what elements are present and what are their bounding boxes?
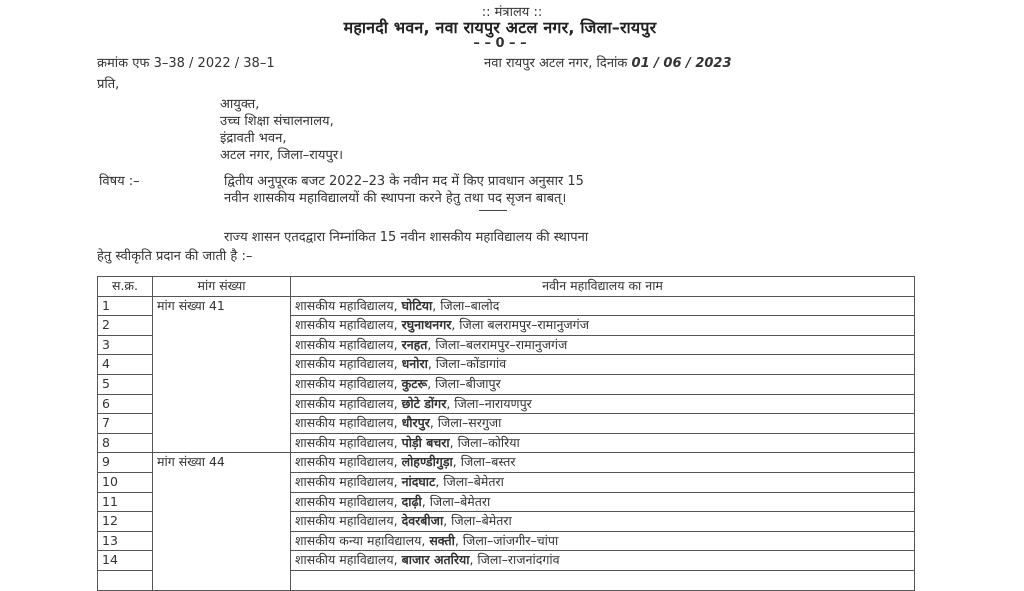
college-type: शासकीय महाविद्यालय,: [295, 395, 398, 411]
recipient-line: उच्च शिक्षा संचालनालय,: [220, 114, 334, 129]
header-serial: स.क्र.: [98, 277, 153, 297]
college-type: शासकीय महाविद्यालय,: [295, 356, 398, 372]
reference-number: क्रमांक एफ 3–38 / 2022 / 38–1: [97, 56, 275, 71]
college-type: शासकीय महाविद्यालय,: [295, 336, 398, 352]
serial-number: 2: [98, 316, 153, 336]
serial-number: 8: [98, 433, 153, 453]
college-name: [291, 551, 915, 571]
table-header-row: [98, 277, 915, 297]
college-district: , जिला–सरगुजा: [429, 415, 502, 431]
subject-line: द्वितीय अनुपूरक बजट 2022–23 के नवीन मद में किए प्रावधान अनुसार 15: [224, 174, 584, 189]
college-type: शासकीय महाविद्यालय,: [295, 375, 398, 391]
college-type: शासकीय महाविद्यालय,: [295, 297, 398, 313]
college-place: नांदघाट: [401, 473, 436, 489]
college-name: [291, 453, 915, 473]
letterhead-office: :: मंत्रालय ::: [481, 5, 543, 20]
college-district: , जिला–बेमेतरा: [421, 493, 491, 509]
college-district: , जिला–बलरामपुर–रामानुजगंज: [427, 336, 568, 352]
college-type: शासकीय कन्या महाविद्यालय,: [295, 532, 426, 548]
college-place: सक्ती: [429, 532, 455, 548]
letter-date: 01 / 06 / 2023: [631, 56, 732, 71]
college-place: पोड़ी बचरा: [401, 434, 450, 450]
college-place: रनहत: [401, 336, 428, 352]
college-district: , जिला–जांजगीर–चांपा: [454, 532, 559, 548]
college-district: , जिला–कोंडागांव: [427, 356, 507, 372]
body-line-2: हेतु स्वीकृति प्रदान की जाती है :–: [97, 249, 253, 264]
letterhead-separator: – – 0 – –: [473, 36, 527, 51]
college-type: शासकीय महाविद्यालय,: [295, 552, 398, 568]
serial-number: 14: [98, 551, 153, 571]
demand-number: मांग संख्या 44: [153, 453, 291, 590]
table-row: [98, 453, 915, 473]
serial-number: 10: [98, 472, 153, 492]
college-type: शासकीय महाविद्यालय,: [295, 454, 398, 470]
college-district: , जिला–नारायणपुर: [446, 395, 532, 411]
serial-number: 11: [98, 492, 153, 512]
recipient-line: इंद्रावती भवन,: [220, 131, 287, 146]
divider: [479, 210, 507, 211]
demand-number: मांग संख्या 41: [153, 296, 291, 453]
header-college-name: नवीन महाविद्यालय का नाम: [291, 277, 915, 297]
college-type: शासकीय महाविद्यालय,: [295, 473, 398, 489]
recipient-line: आयुक्त,: [220, 97, 260, 112]
college-name: [291, 355, 915, 375]
place-date: [484, 53, 732, 71]
college-place: घोटिया: [401, 297, 433, 313]
subject-label: विषय :–: [99, 174, 140, 189]
college-district: , जिला–कोरिया: [449, 434, 520, 450]
serial-number: [98, 570, 153, 590]
college-name: [291, 316, 915, 336]
letterhead-address: महानदी भवन, नवा रायपुर अटल नगर, जिला–रायपुर: [343, 18, 657, 37]
college-district: , जिला–बीजापुर: [427, 375, 501, 391]
college-name: [291, 335, 915, 355]
college-type: शासकीय महाविद्यालय,: [295, 434, 398, 450]
serial-number: 5: [98, 374, 153, 394]
college-type: शासकीय महाविद्यालय,: [295, 415, 398, 431]
place-label: नवा रायपुर अटल नगर, दिनांक: [484, 56, 628, 71]
college-name: [291, 492, 915, 512]
college-district: , जिला–बेमेतरा: [435, 473, 504, 489]
college-district: , जिला–बस्तर: [452, 454, 516, 470]
recipient-prefix: प्रति,: [97, 77, 120, 92]
college-type: शासकीय महाविद्यालय,: [295, 513, 398, 529]
college-place: कुटरू: [401, 375, 428, 391]
college-district: , जिला–राजनांदगांव: [469, 552, 560, 568]
serial-number: 9: [98, 453, 153, 473]
serial-number: 4: [98, 355, 153, 375]
college-place: धनोरा: [401, 356, 428, 372]
college-name: [291, 414, 915, 434]
serial-number: 3: [98, 335, 153, 355]
college-place: धौरपुर: [401, 415, 430, 431]
college-name: [291, 531, 915, 551]
college-name: [291, 374, 915, 394]
college-name: [291, 296, 915, 316]
college-place: देवरबीजा: [401, 513, 444, 529]
body-line-1: राज्य शासन एतदद्वारा निम्नांकित 15 नवीन शासकीय महाविद्यालय की स्थापना: [224, 230, 589, 245]
college-type: शासकीय महाविद्यालय,: [295, 493, 398, 509]
college-name: [291, 433, 915, 453]
college-name: [291, 472, 915, 492]
college-place: रघुनाथनगर: [401, 317, 452, 333]
college-district: , जिला–बेमेतरा: [443, 513, 512, 529]
college-name: [291, 512, 915, 532]
college-place: दाढ़ी: [401, 493, 422, 509]
serial-number: 12: [98, 512, 153, 532]
subject-line: नवीन शासकीय महाविद्यालयों की स्थापना करने हेतु तथा पद सृजन बाबत्।: [224, 191, 567, 206]
recipient-line: अटल नगर, जिला–रायपुर।: [220, 148, 344, 163]
college-place: छोटे डोंगर: [401, 395, 447, 411]
college-place: बाजार अतरिया: [401, 552, 470, 568]
college-name: [291, 570, 915, 590]
college-district: , जिला बलरामपुर–रामानुजगंज: [451, 317, 589, 333]
serial-number: 1: [98, 296, 153, 316]
serial-number: 6: [98, 394, 153, 414]
college-name: [291, 394, 915, 414]
college-place: लोहण्डीगुड़ा: [401, 454, 453, 470]
serial-number: 13: [98, 531, 153, 551]
serial-number: 7: [98, 414, 153, 434]
college-type: शासकीय महाविद्यालय,: [295, 317, 398, 333]
college-district: , जिला–बालोद: [432, 297, 500, 313]
table-row: [98, 296, 915, 316]
header-demand: मांग संख्या: [153, 277, 291, 297]
colleges-table: [97, 276, 915, 591]
